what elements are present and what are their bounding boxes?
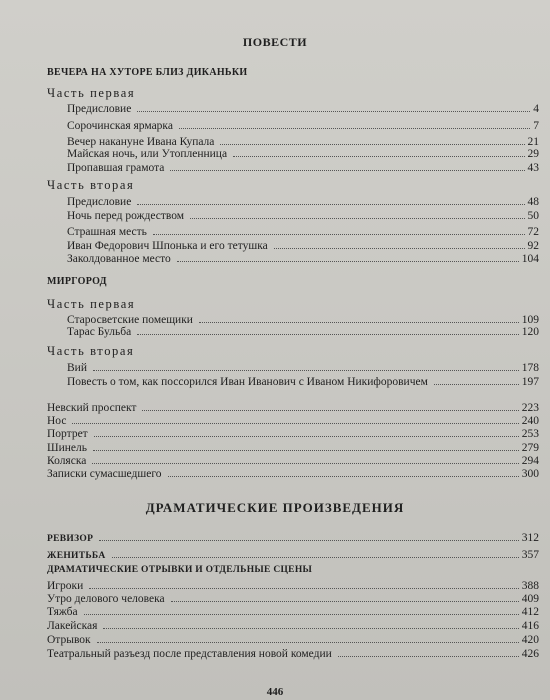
entry-title: Портрет <box>47 428 88 440</box>
dot-leader <box>199 322 519 323</box>
entry-page: 416 <box>521 620 539 632</box>
entry-page: 240 <box>521 415 539 427</box>
entry-title: Предисловие <box>67 196 132 208</box>
dot-leader <box>434 384 519 385</box>
entry-title: Пропавшая грамота <box>67 162 165 174</box>
dot-leader <box>220 144 524 145</box>
dot-leader <box>274 248 525 249</box>
entry-title: ЖЕНИТЬБА <box>47 551 106 561</box>
dot-leader <box>168 476 519 477</box>
part-heading: Часть первая <box>47 297 136 311</box>
entry-title: Иван Федорович Шпонька и его тетушка <box>67 240 268 252</box>
dot-leader <box>72 423 518 424</box>
toc-entry[interactable] <box>67 160 539 177</box>
entry-page: 426 <box>521 648 539 660</box>
entry-page: 197 <box>521 376 539 388</box>
entry-title: Вий <box>67 362 87 374</box>
entry-title: Ночь перед рождеством <box>67 210 185 222</box>
entry-page: 4 <box>533 103 539 115</box>
entry-page: 388 <box>521 580 539 592</box>
entry-page: 300 <box>521 468 539 480</box>
entry-title: Повесть о том, как поссорился Иван Иванович с Иваном Никифоровичем <box>67 376 428 388</box>
entry-page: 48 <box>527 196 539 208</box>
dot-leader <box>89 588 518 589</box>
dot-leader <box>84 614 519 615</box>
entry-title: Игроки <box>47 580 84 592</box>
toc-entry[interactable] <box>47 466 539 483</box>
toc-entry[interactable] <box>67 208 539 225</box>
entry-title: Театральный разъезд после представления новой комедии <box>47 648 332 660</box>
entry-title: Нос <box>47 415 67 427</box>
entry-title: Лакейская <box>47 620 98 632</box>
part-heading: Часть первая <box>47 86 136 100</box>
dot-leader <box>179 128 530 129</box>
entry-page: 92 <box>527 240 539 252</box>
dot-leader <box>137 204 524 205</box>
entry-title: Страшная месть <box>67 226 147 238</box>
entry-title: РЕВИЗОР <box>47 534 94 544</box>
dot-leader <box>103 628 518 629</box>
entry-title: Утро делового человека <box>47 593 165 605</box>
entry-page: 294 <box>521 455 539 467</box>
entry-title: Предисловие <box>67 103 132 115</box>
dot-leader <box>97 642 519 643</box>
entry-title: Старосветские помещики <box>67 314 193 326</box>
dot-leader <box>112 557 519 558</box>
dot-leader <box>142 410 518 411</box>
dot-leader <box>171 601 519 602</box>
entry-page: 357 <box>521 549 539 561</box>
subsection-title-fragments: ДРАМАТИЧЕСКИЕ ОТРЫВКИ И ОТДЕЛЬНЫЕ СЦЕНЫ <box>47 565 313 575</box>
entry-title: Коляска <box>47 455 87 467</box>
entry-page: 420 <box>521 634 539 646</box>
entry-page: 43 <box>527 162 539 174</box>
entry-page: 120 <box>521 326 539 338</box>
entry-page: 412 <box>521 606 539 618</box>
entry-page: 223 <box>521 402 539 414</box>
dot-leader <box>177 261 519 262</box>
section-title-povesti: ПОВЕСТИ <box>242 35 308 49</box>
dot-leader <box>170 170 524 171</box>
dot-leader <box>99 540 519 541</box>
entry-title: Заколдованное место <box>67 253 171 265</box>
entry-title: Майская ночь, или Утопленница <box>67 148 228 160</box>
section-title-drama: ДРАМАТИЧЕСКИЕ ПРОИЗВЕДЕНИЯ <box>145 500 405 515</box>
entry-title: Записки сумасшедшего <box>47 468 162 480</box>
toc-entry[interactable] <box>67 324 539 341</box>
entry-title: Отрывок <box>47 634 91 646</box>
part-heading: Часть вторая <box>47 178 135 192</box>
entry-page: 109 <box>521 314 539 326</box>
entry-page: 104 <box>521 253 539 265</box>
toc-entry[interactable] <box>47 530 539 547</box>
dot-leader <box>338 656 519 657</box>
toc-entry[interactable] <box>67 101 539 118</box>
toc-entry[interactable] <box>47 547 539 564</box>
toc-entry[interactable] <box>67 374 539 391</box>
entry-title: Невский проспект <box>47 402 137 414</box>
entry-page: 253 <box>521 428 539 440</box>
dot-leader <box>137 334 519 335</box>
cycle-title-mirgorod: МИРГОРОД <box>47 276 107 287</box>
entry-page: 50 <box>527 210 539 222</box>
entry-title: Тяжба <box>47 606 78 618</box>
dot-leader <box>137 111 530 112</box>
entry-page: 178 <box>521 362 539 374</box>
part-heading: Часть вторая <box>47 344 135 358</box>
entry-title: Шинель <box>47 442 87 454</box>
entry-title: Вечер накануне Ивана Купала <box>67 136 215 148</box>
dot-leader <box>93 370 519 371</box>
dot-leader <box>92 463 518 464</box>
toc-entry[interactable] <box>67 118 539 135</box>
entry-page: 72 <box>527 226 539 238</box>
toc-entry[interactable] <box>47 646 539 663</box>
dot-leader <box>190 218 524 219</box>
entry-page: 312 <box>521 532 539 544</box>
entry-page: 279 <box>521 442 539 454</box>
entry-title: Сорочинская ярмарка <box>67 120 173 132</box>
toc-entry[interactable] <box>67 251 539 268</box>
page-number: 446 <box>266 686 284 698</box>
dot-leader <box>93 450 519 451</box>
entry-title: Тарас Бульба <box>67 326 132 338</box>
cycle-title-vechera: ВЕЧЕРА НА ХУТОРЕ БЛИЗ ДИКАНЬКИ <box>47 67 248 78</box>
entry-page: 29 <box>527 148 539 160</box>
dot-leader <box>153 234 525 235</box>
entry-page: 21 <box>527 136 539 148</box>
entry-page: 7 <box>533 120 539 132</box>
dot-leader <box>233 156 524 157</box>
entry-page: 409 <box>521 593 539 605</box>
dot-leader <box>94 436 519 437</box>
